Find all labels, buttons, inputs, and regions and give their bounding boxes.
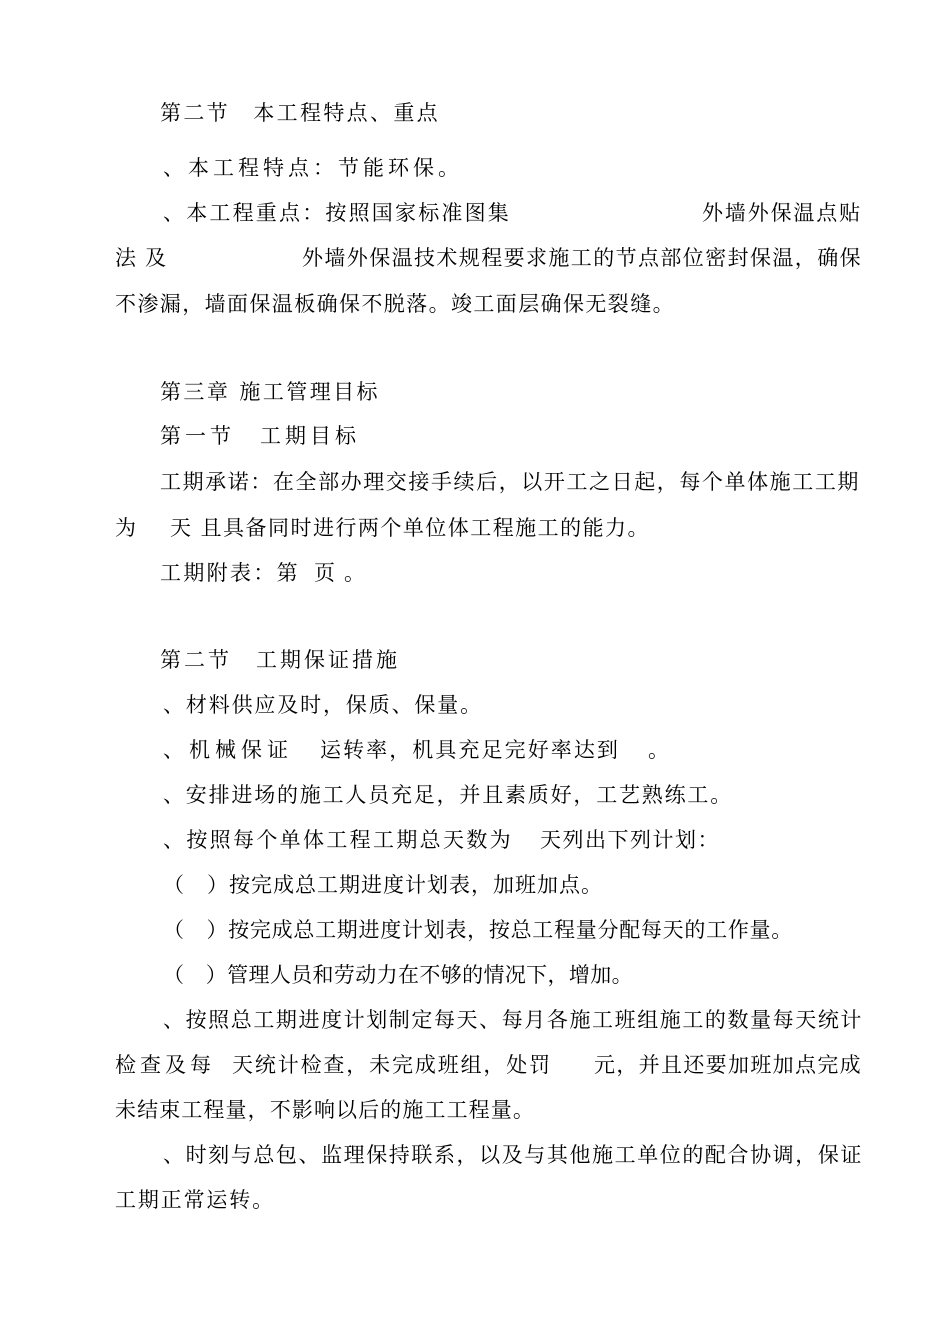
paragraph-line: 为 bbox=[115, 516, 136, 540]
paragraph-line: 外墙外保温点贴 bbox=[702, 201, 862, 225]
list-item: 。 bbox=[648, 738, 669, 762]
sub-list-item: （ ）管理人员和劳动力在不够的情况下，增加。 bbox=[163, 963, 633, 987]
paragraph-line: 法及 bbox=[115, 246, 175, 270]
list-item: 天统计检查，未完成班组，处罚 bbox=[232, 1053, 552, 1077]
paragraph-line: 工期承诺：在全部办理交接手续后，以开工之日起，每个单体施工工期 bbox=[160, 470, 860, 494]
list-item: 、时刻与总包、监理保持联系，以及与其他施工单位的配合协调，保证 bbox=[163, 1143, 863, 1167]
paragraph-line: 不渗漏，墙面保温板确保不脱落。竣工面层确保无裂缝。 bbox=[115, 292, 675, 316]
section-heading: 第一节 工期目标 bbox=[160, 424, 360, 448]
list-item: 检查及每 bbox=[115, 1053, 215, 1077]
list-item: 未结束工程量，不影响以后的施工工程量。 bbox=[115, 1098, 535, 1122]
paragraph-line: 、本工程特点：节能环保。 bbox=[163, 156, 463, 180]
paragraph-line: 外墙外保温技术规程要求施工的节点部位密封保温，确保 bbox=[302, 246, 862, 270]
list-item: 、机械保证 bbox=[163, 738, 293, 762]
list-item: 、材料供应及时，保质、保量。 bbox=[163, 693, 483, 717]
paragraph-line: 天 且具备同时进行两个单位体工程施工的能力。 bbox=[170, 516, 650, 540]
sub-list-item: （ ）按完成总工期进度计划表，按总工程量分配每天的工作量。 bbox=[163, 918, 793, 942]
list-item: 运转率，机具充足完好率达到 bbox=[320, 738, 620, 762]
list-item: 天列出下列计划： bbox=[540, 828, 720, 852]
list-item: 元，并且还要加班加点完成 bbox=[594, 1053, 862, 1077]
paragraph-line: 、本工程重点：按照国家标准图集 bbox=[163, 201, 511, 225]
list-item: 、按照总工期进度计划制定每天、每月各施工班组施工的数量每天统计 bbox=[163, 1008, 863, 1032]
paragraph-line: 页。 bbox=[314, 561, 374, 585]
list-item: 工期正常运转。 bbox=[115, 1188, 275, 1212]
chapter-heading: 第三章 施工管理目标 bbox=[160, 380, 380, 404]
section-heading: 第二节 本工程特点、重点 bbox=[160, 101, 440, 125]
list-item: 、安排进场的施工人员充足，并且素质好，工艺熟练工。 bbox=[163, 783, 733, 807]
list-item: 、按照每个单体工程工期总天数为 bbox=[163, 828, 513, 852]
section-heading: 第二节 工期保证措施 bbox=[160, 648, 400, 672]
sub-list-item: （ ）按完成总工期进度计划表，加班加点。 bbox=[163, 873, 603, 897]
paragraph-line: 工期附表：第 bbox=[160, 561, 300, 585]
